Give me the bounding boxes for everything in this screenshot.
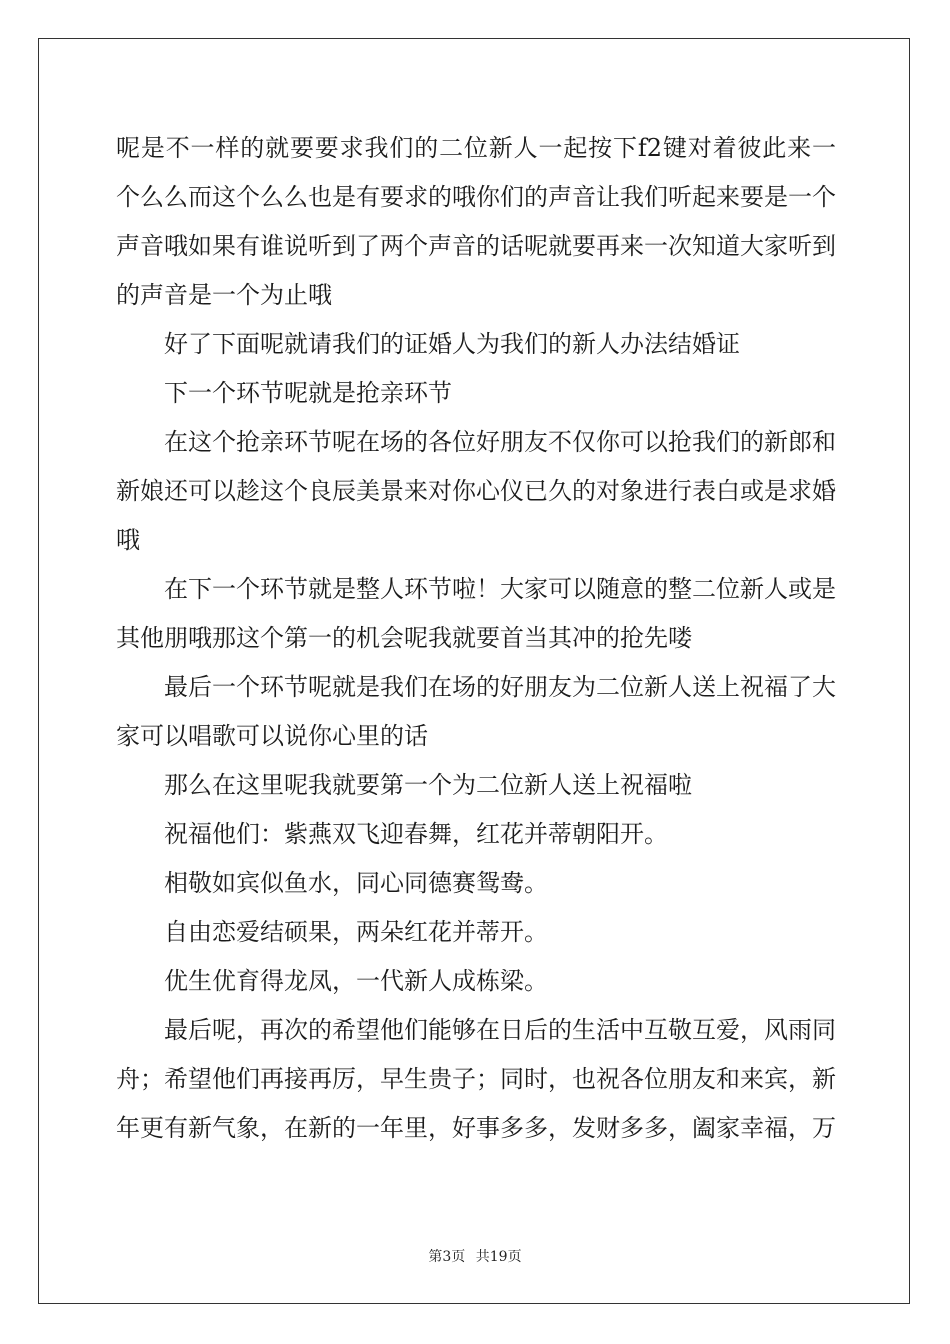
page-footer [0,1247,950,1267]
paragraph-3: 下一个环节呢就是抢亲环节 [164,379,452,407]
page-total: 共19页 [475,1249,522,1265]
paragraph-2: 好了下面呢就请我们的证婚人为我们的新人办法结婚证 [164,330,740,358]
paragraph-7: 那么在这里呢我就要第一个为二位新人送上祝福啦 [164,771,692,799]
paragraph-9: 相敬如宾似鱼水，同心同德赛鸳鸯。 [164,869,548,897]
paragraph-6: 最后一个环节呢就是我们在场的好朋友为二位新人送上祝福了大家可以唱歌可以说你心里的话 [116,673,836,750]
page-number: 第3页 [428,1249,466,1265]
paragraph-10: 自由恋爱结硕果，两朵红花并蒂开。 [164,918,548,946]
paragraph-8: 祝福他们：紫燕双飞迎春舞，红花并蒂朝阳开。 [164,820,668,848]
paragraph-4: 在这个抢亲环节呢在场的各位好朋友不仅你可以抢我们的新郎和新娘还可以趁这个良辰美景来对你心仪已久的对象进行表白或是求婚哦 [116,428,836,554]
paragraph-11: 优生优育得龙凤，一代新人成栋梁。 [164,967,548,995]
document-body [116,124,836,1153]
paragraph-5: 在下一个环节就是整人环节啦！大家可以随意的整二位新人或是其他朋哦那这个第一的机会呢我就要首当其冲的抢先喽 [116,575,836,652]
paragraph-12: 最后呢，再次的希望他们能够在日后的生活中互敬互爱，风雨同舟；希望他们再接再厉，早生贵子；同时，也祝各位朋友和来宾，新年更有新气象，在新的一年里，好事多多，发财多多，阖家幸福，万 [116,1016,836,1142]
paragraph-1: 呢是不一样的就要要求我们的二位新人一起按下f2键对着彼此来一个么么而这个么么也是有要求的哦你们的声音让我们听起来要是一个声音哦如果有谁说听到了两个声音的话呢就要再来一次知道大家听到的声音是一个为止哦 [116,134,836,309]
